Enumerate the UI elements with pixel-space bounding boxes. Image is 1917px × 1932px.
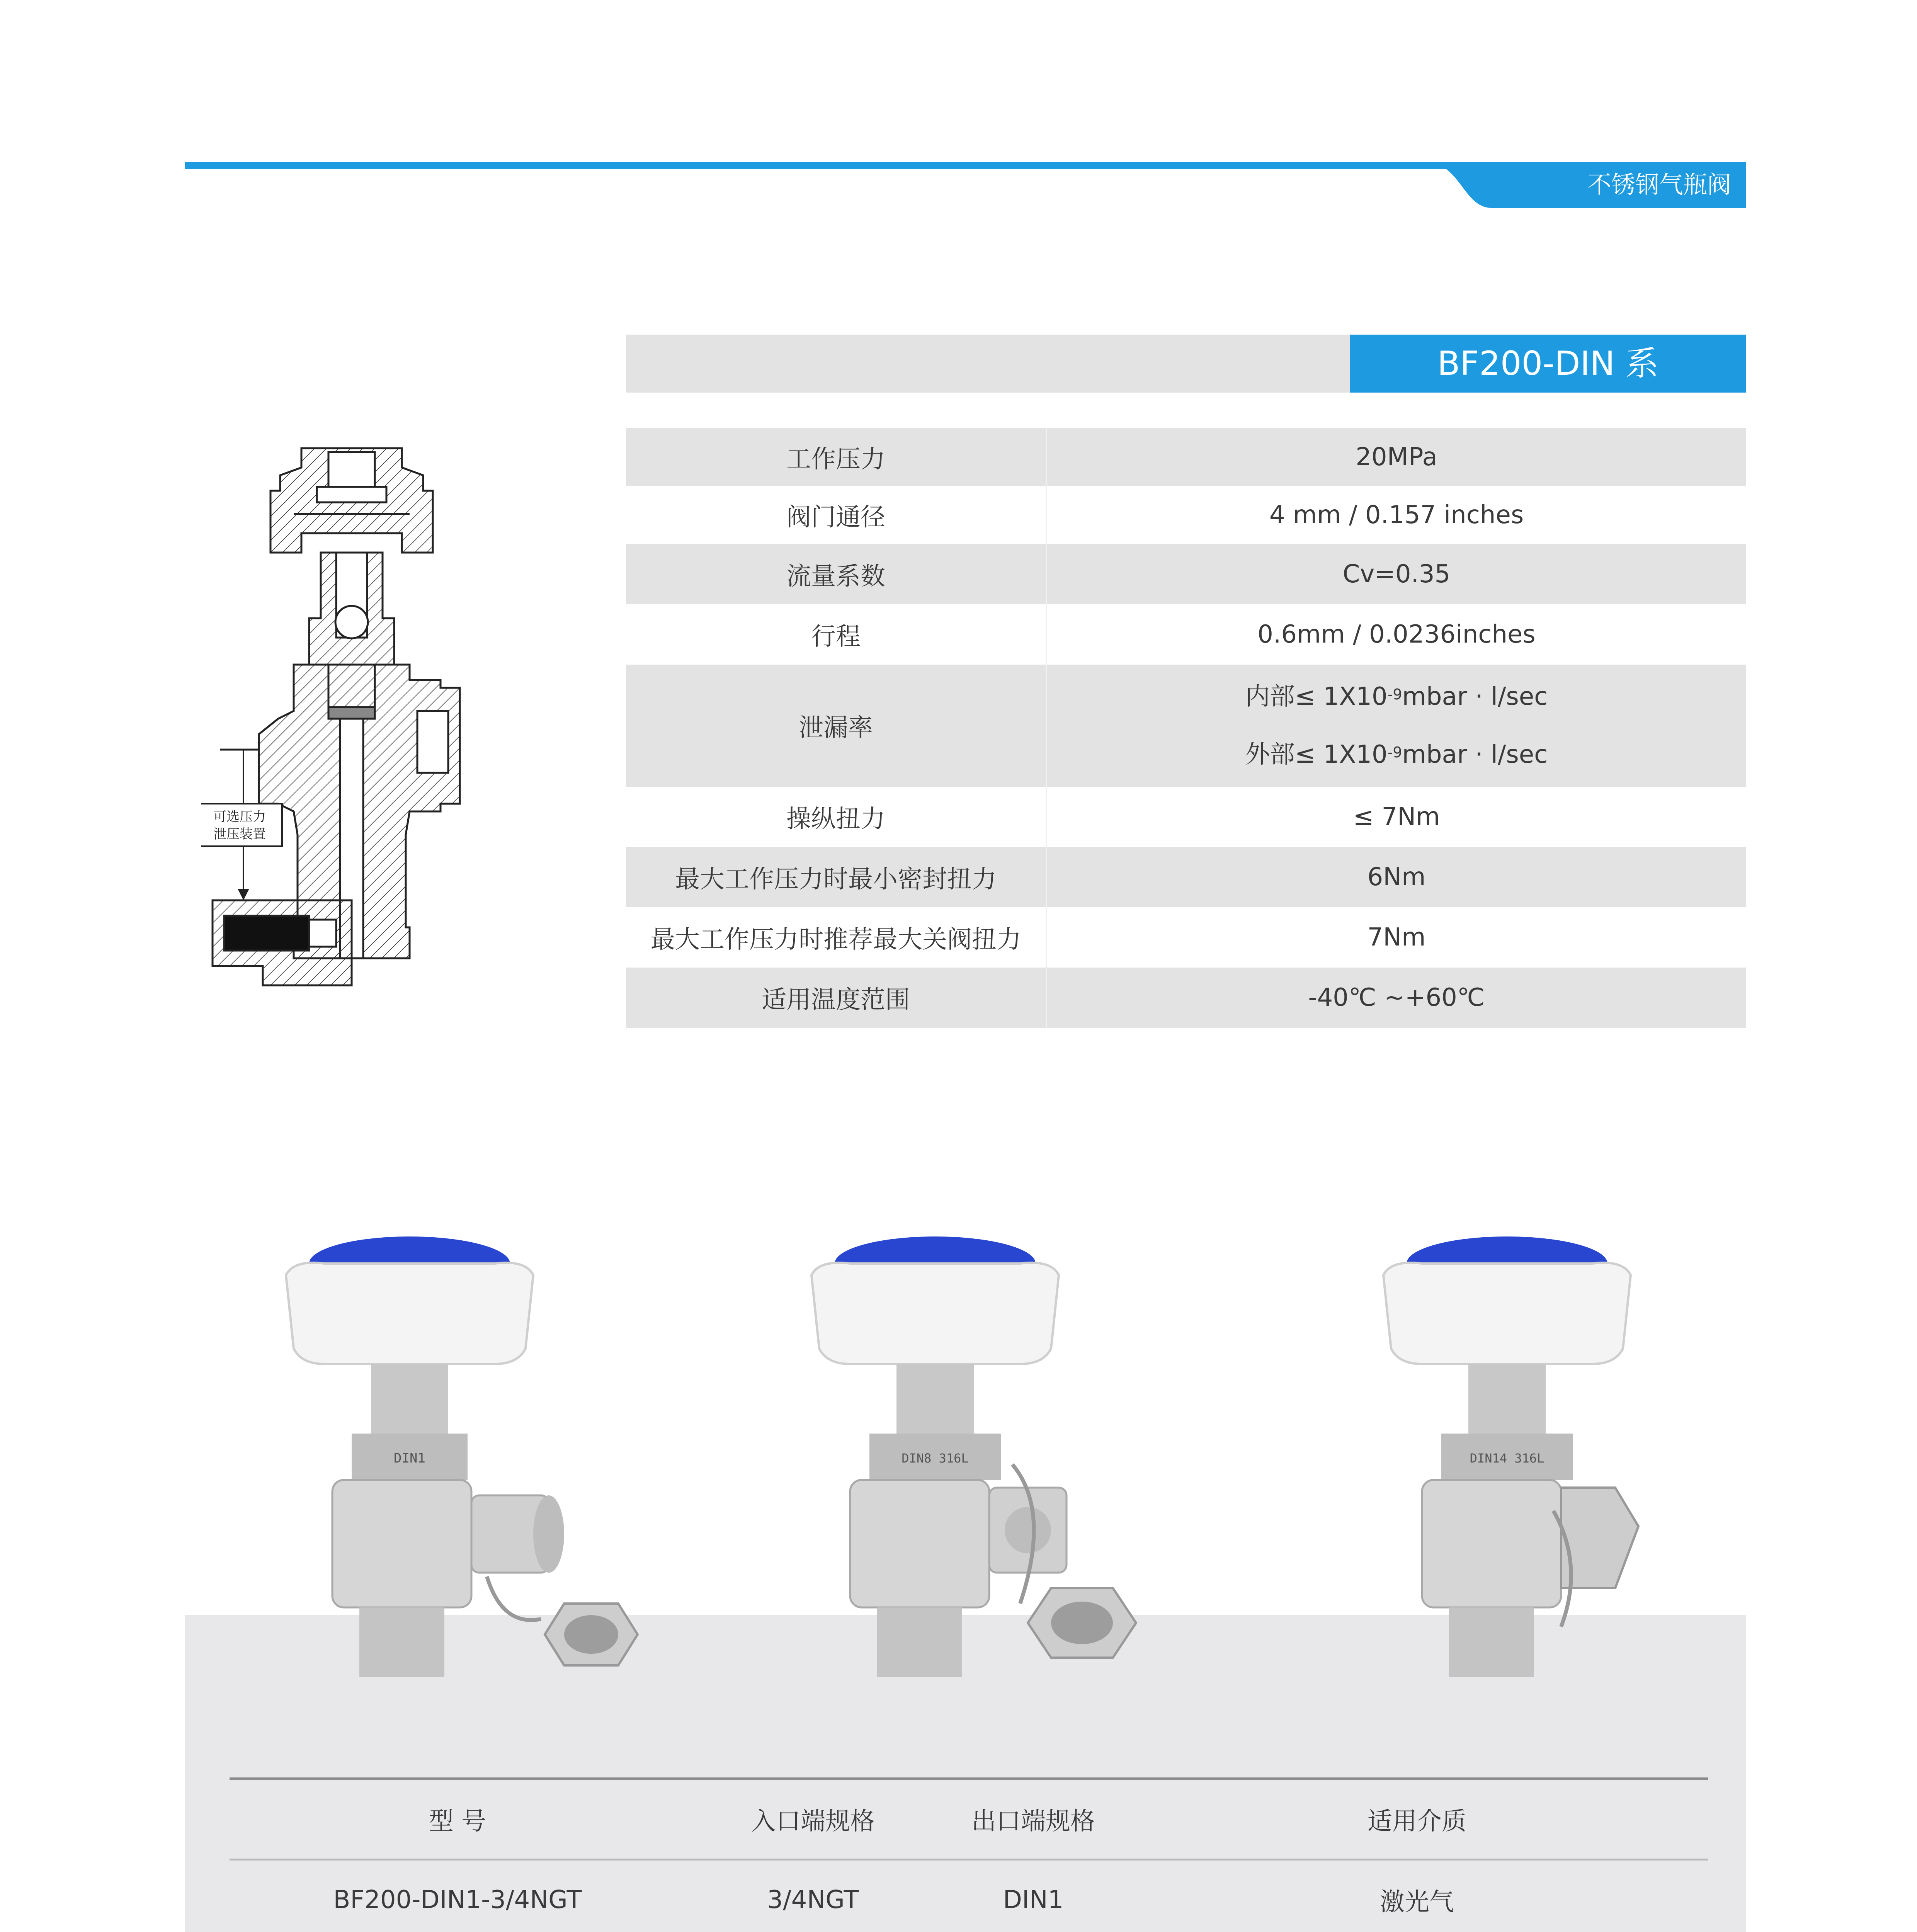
- table-row: [230, 1861, 1708, 1932]
- spec-value: 6Nm: [1367, 863, 1426, 891]
- spec-label: 流量系数: [626, 544, 1047, 604]
- model-table-header: [230, 1777, 1708, 1861]
- spec-value: 7Nm: [1367, 923, 1426, 952]
- leak-external: 外部≤ $1X10^{-9}mbar \cdot l/\sec$: [1245, 740, 1548, 769]
- spec-label: 最大工作压力时最小密封扭力: [626, 847, 1047, 907]
- spec-label: 工作压力: [626, 428, 1047, 486]
- callout-line-2: 泄压装置: [213, 827, 266, 842]
- engraving-text: DIN1: [394, 1451, 425, 1466]
- spec-label: 适用温度范围: [626, 968, 1047, 1028]
- spec-row: [626, 604, 1746, 665]
- spec-label: 操纵扭力: [626, 787, 1047, 847]
- cell-model: BF200-DIN1-3/4NGT: [333, 1886, 582, 1914]
- spec-value: 0.6mm / 0.0236inches: [1257, 620, 1536, 649]
- callout-line-1: 可选压力: [213, 809, 266, 825]
- model-table: [230, 1777, 1708, 1932]
- spec-label: 阀门通径: [626, 486, 1047, 544]
- spec-row: [626, 787, 1746, 847]
- spec-value: ≤ 7Nm: [1353, 803, 1440, 831]
- spec-label: 泄漏率: [626, 665, 1047, 787]
- header-model: 型 号: [429, 1807, 486, 1836]
- spec-row: [626, 847, 1746, 907]
- spec-row-leakage: [626, 665, 1746, 787]
- cell-outlet: DIN1: [1003, 1886, 1064, 1914]
- spec-row: [626, 544, 1746, 604]
- spec-row: [626, 907, 1746, 968]
- spec-value: Cv=0.35: [1342, 560, 1451, 588]
- cell-media: 激光气: [1380, 1888, 1454, 1917]
- header-media: 适用介质: [1368, 1807, 1466, 1836]
- leak-internal: 内部≤ $1X10^{-9}mbar \cdot l/\sec$: [1245, 682, 1548, 711]
- spec-row: [626, 486, 1746, 544]
- spec-label: 最大工作压力时推荐最大关阀扭力: [626, 907, 1047, 968]
- engraving-text: DIN8 316L: [902, 1451, 969, 1466]
- product-photo-din1: [247, 1217, 680, 1681]
- header-inlet: 入口端规格: [751, 1807, 875, 1836]
- spec-value: 4 mm / 0.157 inches: [1269, 501, 1524, 529]
- spec-row: [626, 968, 1746, 1028]
- product-photo-din14: [1345, 1217, 1692, 1681]
- spec-label: 行程: [626, 604, 1047, 665]
- valve-section-diagram: [201, 417, 626, 1036]
- spec-table: [626, 428, 1746, 1028]
- spec-value: -40℃ ~+60℃: [1308, 983, 1485, 1012]
- header-outlet: 出口端规格: [971, 1807, 1095, 1836]
- category-label: 不锈钢气瓶阀: [1587, 170, 1731, 199]
- spec-row: [626, 428, 1746, 486]
- cell-inlet: 3/4NGT: [767, 1886, 859, 1914]
- spec-value: 20MPa: [1356, 443, 1437, 471]
- series-title: BF200-DIN 系: [1350, 335, 1746, 393]
- engraving-text: DIN14 316L: [1470, 1451, 1544, 1466]
- product-photo-din8: [773, 1217, 1198, 1681]
